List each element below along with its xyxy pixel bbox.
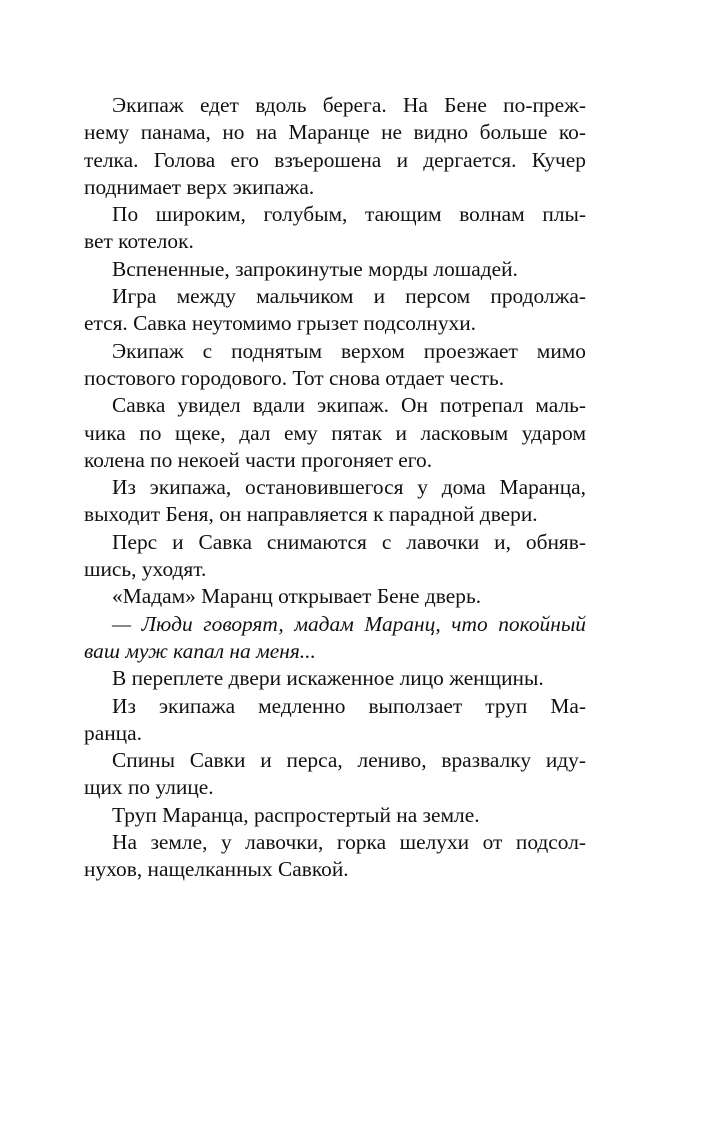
paragraph (84, 665, 586, 692)
paragraph (84, 201, 586, 256)
text-line: выходит Беня, он направляется к парадной двери. (84, 502, 538, 527)
text-line: вет котелок. (84, 229, 194, 254)
book-page (84, 92, 586, 884)
paragraph (84, 802, 586, 829)
text-line: — Люди говорят, мадам Маранц, что покойный (112, 611, 586, 636)
text-body (84, 92, 586, 884)
text-line: ранца. (84, 720, 142, 745)
text-line: чика по щеке, дал ему пятак и ласковым ударом (84, 420, 586, 445)
text-line: нухов, нащелканных Савкой. (84, 857, 349, 882)
text-line: Савка увидел вдали экипаж. Он потрепал маль- (112, 393, 586, 418)
text-line: Вспененные, запрокинутые морды лошадей. (112, 256, 518, 281)
text-line: Спины Савки и перса, лениво, вразвалку иду- (112, 748, 586, 773)
text-line: Экипаж с поднятым верхом проезжает мимо (112, 338, 586, 363)
text-line: щих по улице. (84, 775, 214, 800)
text-line: Из экипажа, остановившегося у дома Маранца, (112, 475, 586, 500)
text-line: Перс и Савка снимаются с лавочки и, обняв- (112, 529, 586, 554)
paragraph (84, 583, 586, 610)
paragraph (84, 693, 586, 748)
paragraph (84, 92, 586, 201)
text-line: постового городового. Тот снова отдает честь. (84, 365, 505, 390)
text-line: В переплете двери искаженное лицо женщины. (112, 666, 544, 691)
dialogue-paragraph (84, 611, 586, 666)
text-line: Из экипажа медленно выползает труп Ма- (112, 693, 586, 718)
text-line: По широким, голубым, тающим волнам плы- (112, 202, 586, 227)
paragraph (84, 392, 586, 474)
text-line: телка. Голова его взъерошена и дергается. Кучер (84, 147, 586, 172)
paragraph (84, 529, 586, 584)
paragraph (84, 747, 586, 802)
text-line: нему панама, но на Маранце не видно больше ко- (84, 120, 586, 145)
paragraph (84, 256, 586, 283)
text-line: колена по некоей части прогоняет его. (84, 447, 433, 472)
paragraph (84, 829, 586, 884)
text-line: ваш муж капал на меня... (84, 638, 316, 663)
text-line: Экипаж едет вдоль берега. На Бене по-преж- (112, 93, 586, 117)
text-line: Труп Маранца, распростертый на земле. (112, 802, 480, 827)
text-line: «Мадам» Маранц открывает Бене дверь. (112, 584, 482, 609)
text-line: шись, уходят. (84, 557, 207, 582)
text-line: поднимает верх экипажа. (84, 174, 315, 199)
paragraph (84, 474, 586, 529)
paragraph (84, 338, 586, 393)
text-line: ется. Савка неутомимо грызет подсолнухи. (84, 311, 477, 336)
text-line: Игра между мальчиком и персом продолжа- (112, 284, 586, 309)
text-line: На земле, у лавочки, горка шелухи от подсол- (112, 830, 586, 855)
paragraph (84, 283, 586, 338)
